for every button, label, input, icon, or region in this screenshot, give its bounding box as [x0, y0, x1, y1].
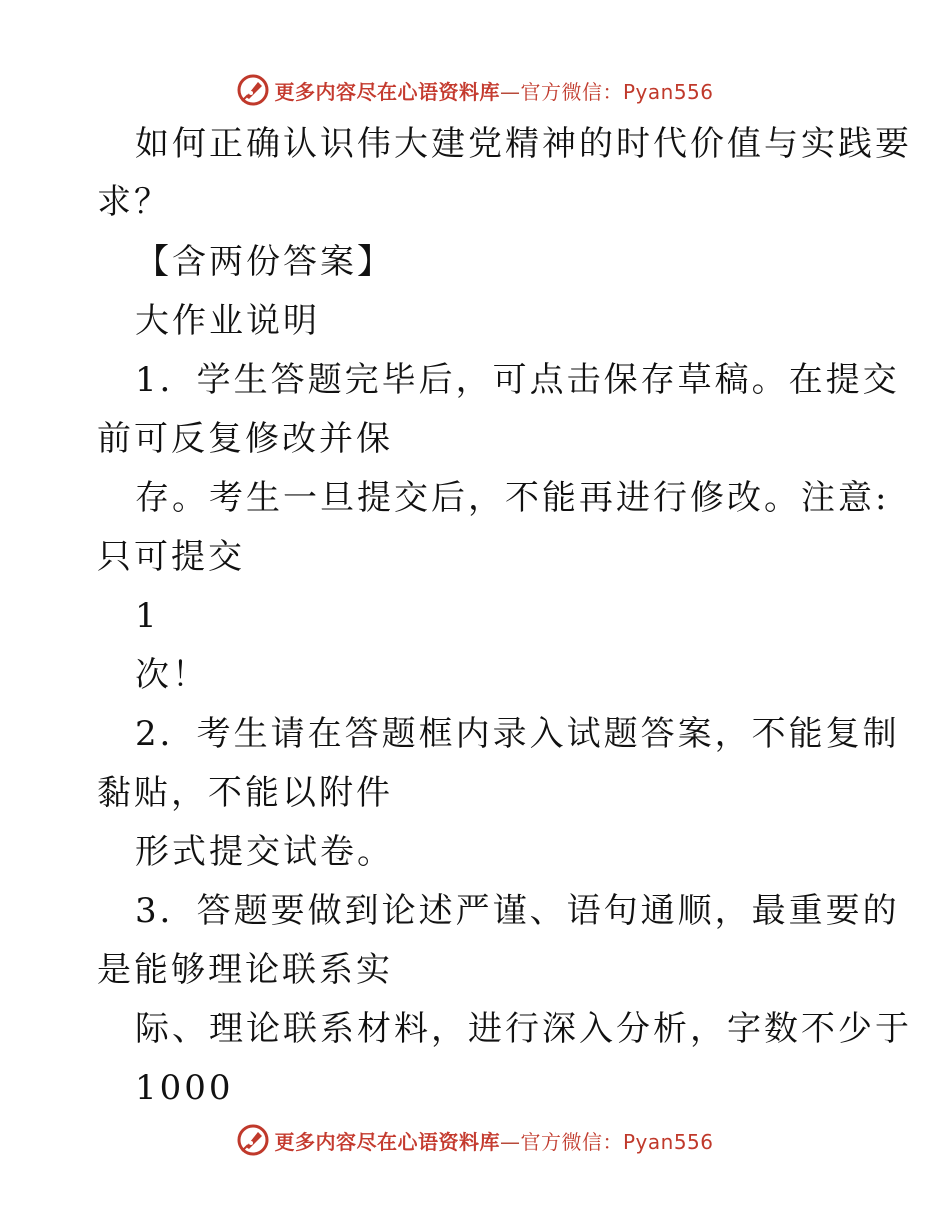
paragraph-line: 1 [135, 596, 160, 636]
paragraph-line: 是能够理论联系实 [97, 950, 393, 990]
watermark-wechat-id: Pyan556 [622, 1129, 714, 1154]
answer-note: 【含两份答案】 [135, 242, 394, 282]
section-heading: 大作业说明 [135, 301, 320, 341]
watermark-brand: 更多内容尽在心语资料库 [274, 1129, 500, 1154]
watermark-wechat-id: Pyan556 [622, 79, 714, 104]
paragraph-line: 只可提交 [97, 537, 245, 577]
paragraph-line: 次！ [135, 655, 209, 695]
pen-nib-logo-icon [236, 1123, 270, 1157]
paragraph-line: 前可反复修改并保 [97, 419, 393, 459]
watermark-separator: — [499, 79, 521, 104]
document-title-line-2: 求？ [97, 182, 171, 222]
paragraph-line: 存。考生一旦提交后，不能再进行修改。注意: [135, 478, 890, 518]
watermark-label: 官方微信： [520, 79, 623, 104]
paragraph-line: 1．学生答题完毕后，可点击保存草稿。在提交 [135, 360, 900, 400]
watermark-brand: 更多内容尽在心语资料库 [274, 79, 500, 104]
paragraph-line: 2．考生请在答题框内录入试题答案，不能复制 [135, 714, 900, 754]
document-title-line-1: 如何正确认识伟大建党精神的时代价值与实践要 [135, 124, 912, 164]
footer-watermark [0, 1120, 950, 1160]
watermark-label: 官方微信： [520, 1129, 623, 1154]
paragraph-line: 3．答题要做到论述严谨、语句通顺，最重要的 [135, 891, 900, 931]
header-watermark [0, 70, 950, 110]
paragraph-line: 形式提交试卷。 [135, 832, 394, 872]
paragraph-line: 1000 [135, 1068, 234, 1108]
paragraph-line: 黏贴，不能以附件 [97, 773, 393, 813]
pen-nib-logo-icon [236, 73, 270, 107]
paragraph-line: 际、理论联系材料，进行深入分析，字数不少于 [135, 1009, 912, 1049]
watermark-separator: — [499, 1129, 521, 1154]
